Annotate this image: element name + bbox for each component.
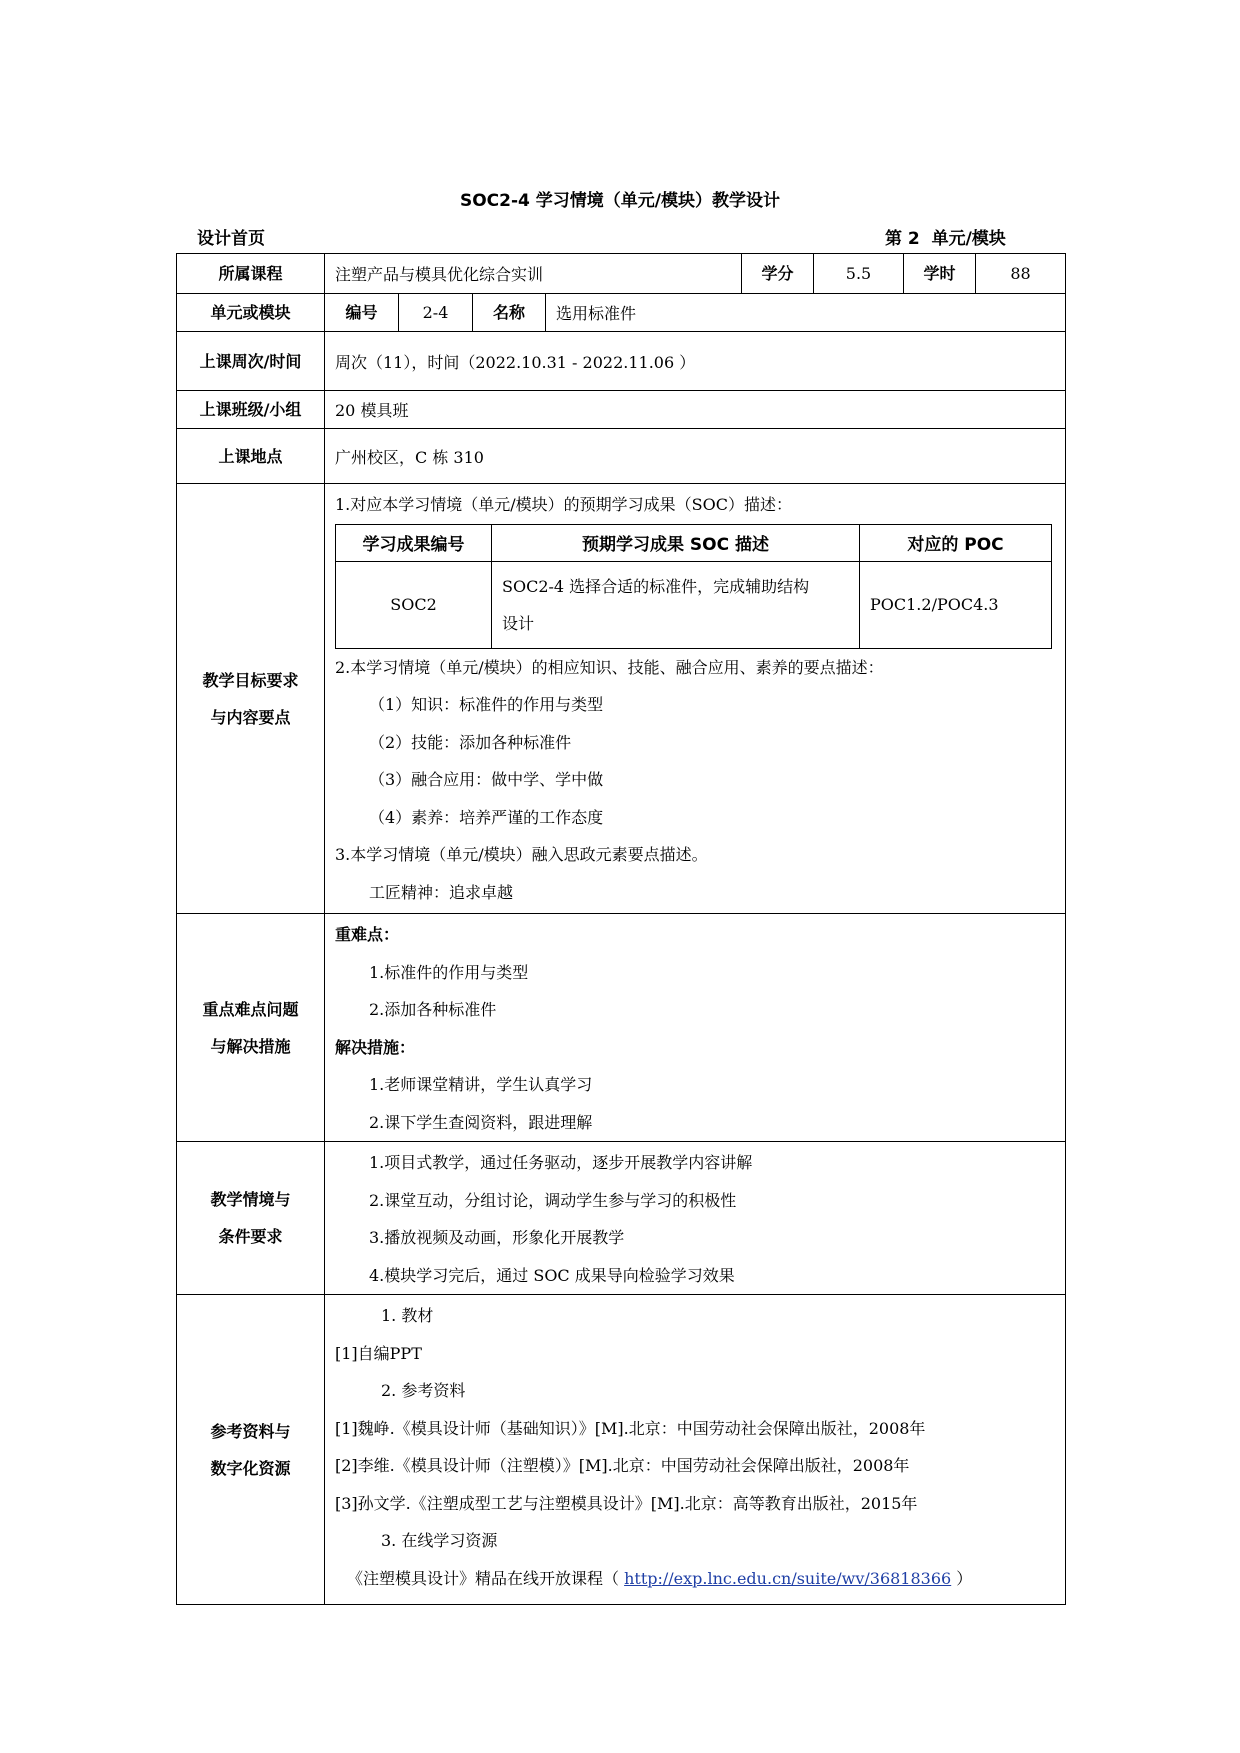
soc-table <box>335 524 1052 649</box>
online-resource-line <box>335 1560 1055 1598</box>
online-suffix: ） <box>951 1568 973 1588</box>
key-item: 1.标准件的作用与类型 <box>369 962 529 982</box>
soc-desc-line2: 设计 <box>502 613 535 633</box>
soc-data-row <box>336 561 1052 648</box>
objectives-point2: 2.本学习情境（单元/模块）的相应知识、技能、融合应用、素养的要点描述： <box>335 657 884 677</box>
resources-heading-online: 3. 在线学习资源 <box>381 1531 498 1550</box>
objectives-label-line2: 与内容要点 <box>210 707 291 727</box>
difficulties-label-line2: 与解决措施 <box>210 1036 291 1056</box>
conditions-label-line1: 教学情境与 <box>210 1190 291 1209</box>
course-label: 所属课程 <box>177 254 325 294</box>
online-course-link[interactable]: http://exp.lnc.edu.cn/suite/wv/36818366 <box>624 1568 952 1588</box>
credit-label: 学分 <box>742 254 814 294</box>
hours-label: 学时 <box>904 254 976 294</box>
design-table <box>176 253 1066 1605</box>
place-row <box>177 429 1066 484</box>
key-title: 重难点： <box>335 925 400 944</box>
course-value: 注塑产品与模具优化综合实训 <box>325 254 742 294</box>
objective-item: （1）知识：标准件的作用与类型 <box>369 695 604 714</box>
resources-label <box>177 1295 325 1605</box>
objectives-content <box>325 484 1066 914</box>
conditions-content <box>325 1142 1066 1295</box>
soc-header-code: 学习成果编号 <box>336 524 492 561</box>
resources-content <box>325 1295 1066 1605</box>
resources-label-line2: 数字化资源 <box>210 1458 291 1478</box>
time-label: 上课周次/时间 <box>177 332 325 391</box>
condition-item: 2.课堂互动，分组讨论，调动学生参与学习的积极性 <box>369 1190 737 1210</box>
ideology-item: 工匠精神：追求卓越 <box>369 882 514 902</box>
resources-heading-textbook: 1. 教材 <box>381 1306 434 1325</box>
document-title: SOC2-4 学习情境（单元/模块）教学设计 <box>459 191 780 211</box>
difficulties-content <box>325 914 1066 1142</box>
objectives-label-line1: 教学目标要求 <box>202 670 299 690</box>
soc-header-desc: 预期学习成果 SOC 描述 <box>492 524 860 561</box>
textbook-item: [1]自编PPT <box>335 1343 422 1363</box>
conditions-label-line2: 条件要求 <box>218 1227 283 1246</box>
place-value: 广州校区，C 栋 310 <box>325 429 1066 484</box>
measure-title: 解决措施： <box>335 1037 416 1057</box>
condition-item: 1.项目式教学，通过任务驱动，逐步开展教学内容讲解 <box>369 1153 753 1172</box>
objectives-label <box>177 484 325 914</box>
objective-item: （3）融合应用：做中学、学中做 <box>369 770 604 789</box>
reference-item: [3]孙文学.《注塑成型工艺与注塑模具设计》[M].北京：高等教育出版社，2015年 <box>335 1493 918 1513</box>
time-value: 周次（11），时间（2022.10.31 - 2022.11.06 ） <box>325 332 1066 391</box>
place-label: 上课地点 <box>177 429 325 484</box>
objectives-point3: 3.本学习情境（单元/模块）融入思政元素要点描述。 <box>335 845 708 864</box>
header-left: 设计首页 <box>197 229 265 249</box>
time-row <box>177 332 1066 391</box>
reference-item: [2]李维.《模具设计师（注塑模）》[M].北京：中国劳动社会保障出版社，2008年 <box>335 1456 910 1475</box>
soc-header-row <box>336 524 1052 561</box>
soc-desc-line1: SOC2-4 选择合适的标准件，完成辅助结构 <box>502 576 810 596</box>
no-label: 编号 <box>325 294 399 332</box>
resources-label-line1: 参考资料与 <box>210 1421 291 1441</box>
soc-header-poc: 对应的 POC <box>860 524 1052 561</box>
course-row <box>177 254 1066 294</box>
unit-label: 单元或模块 <box>177 294 325 332</box>
conditions-label <box>177 1142 325 1295</box>
measure-item: 1.老师课堂精讲，学生认真学习 <box>369 1075 593 1094</box>
difficulties-label <box>177 914 325 1142</box>
name-value: 选用标准件 <box>546 294 1066 332</box>
conditions-row <box>177 1142 1066 1295</box>
online-prefix: 《注塑模具设计》精品在线开放课程（ <box>347 1568 625 1588</box>
hours-value: 88 <box>976 254 1066 294</box>
condition-item: 3.播放视频及动画，形象化开展教学 <box>369 1228 625 1247</box>
difficulties-row <box>177 914 1066 1142</box>
header-right: 第 2 单元/模块 <box>885 229 1006 249</box>
soc-poc: POC1.2/POC4.3 <box>860 561 1052 648</box>
objectives-row <box>177 484 1066 914</box>
difficulties-label-line1: 重点难点问题 <box>202 999 299 1019</box>
class-row <box>177 391 1066 429</box>
name-label: 名称 <box>473 294 546 332</box>
class-value: 20 模具班 <box>325 391 1066 429</box>
key-item: 2.添加各种标准件 <box>369 1000 497 1019</box>
condition-item: 4.模块学习完后，通过 SOC 成果导向检验学习效果 <box>369 1265 735 1285</box>
objective-item: （2）技能：添加各种标准件 <box>369 732 572 752</box>
unit-row <box>177 294 1066 332</box>
soc-code: SOC2 <box>336 561 492 648</box>
no-value: 2-4 <box>399 294 473 332</box>
credit-value: 5.5 <box>814 254 904 294</box>
reference-item: [1]魏峥.《模具设计师（基础知识）》[M].北京：中国劳动社会保障出版社，2008年 <box>335 1418 926 1438</box>
objectives-intro: 1.对应本学习情境（单元/模块）的预期学习成果（SOC）描述： <box>335 495 792 514</box>
measure-item: 2.课下学生查阅资料，跟进理解 <box>369 1112 593 1132</box>
soc-desc <box>492 561 860 648</box>
class-label: 上课班级/小组 <box>177 391 325 429</box>
resources-row <box>177 1295 1066 1605</box>
objective-item: （4）素养：培养严谨的工作态度 <box>369 807 604 827</box>
resources-heading-refs: 2. 参考资料 <box>381 1381 466 1400</box>
